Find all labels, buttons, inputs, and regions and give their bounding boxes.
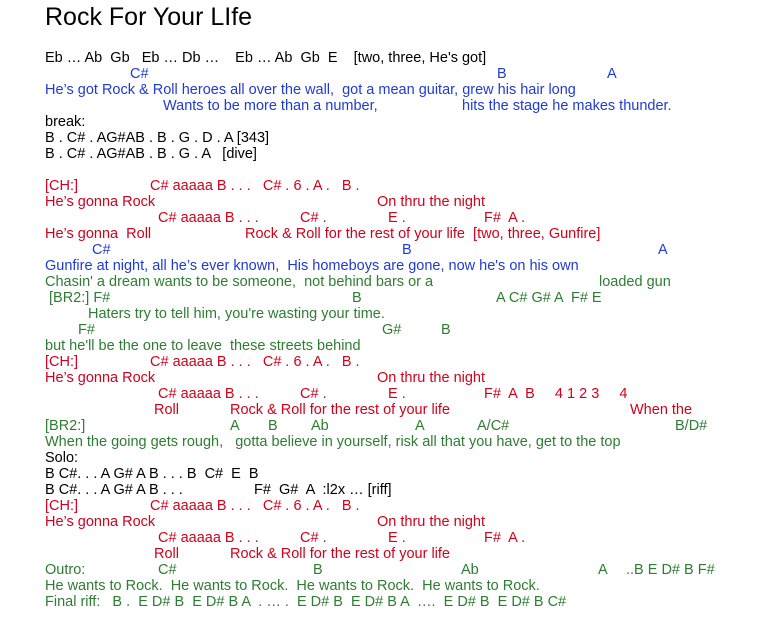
chord: B [268, 418, 278, 434]
chord: A [230, 418, 240, 434]
chorus2-lyric-line [0, 402, 784, 418]
lyric: Wants to be more than a number, [163, 98, 378, 114]
solo-riff-line [0, 482, 784, 498]
lyric: He wants to Rock. He wants to Rock. He wants to Rock. He wants to Rock. [45, 578, 540, 594]
intro-chords: Eb … Ab Gb Eb … Db … Eb … Ab Gb E [two, three, He's got] [45, 50, 487, 66]
outro-lyric-line [0, 578, 784, 594]
chord: B [402, 242, 412, 258]
lyric: Rock & Roll for the rest of your life [230, 546, 450, 562]
chord: C# aaaaa B . . . C# . 6 . A . B . [150, 354, 360, 370]
chorus2-chord-line [0, 386, 784, 402]
chord: F# [78, 322, 95, 338]
verse2-lyric-line [0, 274, 784, 290]
lyric: loaded gun [599, 274, 671, 290]
chorus1-lyric-line [0, 194, 784, 210]
solo-riff-line [0, 466, 784, 482]
chord: B [352, 290, 362, 306]
lyric: On thru the night [377, 514, 486, 530]
chord: A/C# [477, 418, 510, 434]
bridge1-chord-line [0, 290, 784, 306]
chord: C# . [300, 386, 327, 402]
chord: B [313, 562, 323, 578]
lyric: Roll [154, 402, 179, 418]
chorus3-chord-line [0, 530, 784, 546]
lyric: He’s gonna Rock [45, 370, 156, 386]
bridge1-lyric-line [0, 306, 784, 322]
chord: C# [158, 562, 177, 578]
chord: E . [388, 530, 406, 546]
chord: ..B E D# B F# [626, 562, 715, 578]
chord: E . [388, 210, 406, 226]
lyric: On thru the night [377, 370, 486, 386]
lyric: He’s got Rock & Roll heroes all over the wall, got a mean guitar, grew his hair long [45, 82, 576, 98]
section-label: Outro: [45, 562, 86, 578]
verse2-lyric-line [0, 258, 784, 274]
riff: B C#. . . A G# A B . . . [45, 482, 183, 498]
section-label: [CH:] [45, 354, 79, 370]
section-label: [BR2:] [45, 418, 86, 434]
chord: C# aaaaa B . . . C# . 6 . A . B . [150, 178, 360, 194]
lyric: Rock & Roll for the rest of your life [two, three, Gunfire] [245, 226, 601, 242]
break-label-line [0, 114, 784, 130]
intro-chord-line [0, 50, 784, 66]
verse1-lyric-line [0, 82, 784, 98]
section-label: [CH:] [45, 178, 79, 194]
lyric: He’s gonna Rock [45, 514, 156, 530]
section-label: break: [45, 114, 86, 130]
chord: F# A . [484, 530, 526, 546]
chorus3-lyric-line [0, 514, 784, 530]
bridge1-chord-line [0, 322, 784, 338]
lyric: On thru the night [377, 194, 486, 210]
chord: A [415, 418, 425, 434]
verse2-chord-line [0, 242, 784, 258]
lyric: When the going gets rough, gotta believe in yourself, risk all that you have, get to the top [45, 434, 621, 450]
chord: A [607, 66, 617, 82]
lyric: Haters try to tell him, you're wasting your time. [88, 306, 385, 322]
section-label: [BR2:] F# [49, 290, 111, 306]
chord: C# aaaaa B . . . [158, 210, 259, 226]
lyric: He’s gonna Rock [45, 194, 156, 210]
chord: C# . [300, 530, 327, 546]
chord: C# [130, 66, 149, 82]
riff: B . C# . AG#AB . B . G . D . A [343] [45, 130, 270, 146]
lyric: He’s gonna Roll [45, 226, 152, 242]
chord: G# [382, 322, 402, 338]
chord: B/D# [675, 418, 708, 434]
outro-chord-line [0, 562, 784, 578]
bridge1-lyric-line [0, 338, 784, 354]
lyric: Chasin' a dream wants to be someone, not behind bars or a [45, 274, 434, 290]
section-label: [CH:] [45, 498, 79, 514]
song-title: Rock For Your LIfe [45, 3, 253, 31]
lyric: Gunfire at night, all he’s ever known, His homeboys are gone, now he's on his own [45, 258, 579, 274]
lyric: Rock & Roll for the rest of your life [230, 402, 450, 418]
chord: E . [388, 386, 406, 402]
chord: A C# G# A F# E [496, 290, 602, 306]
chord: Ab [311, 418, 329, 434]
riff: F# G# A :l2x … [riff] [254, 482, 392, 498]
riff: B C#. . . A G# A B . . . B C# E B [45, 466, 259, 482]
section-label: Solo: [45, 450, 79, 466]
chord: F# A . [484, 210, 526, 226]
break-riff-line [0, 130, 784, 146]
chorus3-chord-line [0, 498, 784, 514]
riff: B . C# . AG#AB . B . G . A [dive] [45, 146, 257, 162]
chorus1-chord-line [0, 178, 784, 194]
lyric: hits the stage he makes thunder. [462, 98, 672, 114]
chord: C# [92, 242, 111, 258]
lyric: Roll [154, 546, 179, 562]
chord: C# . [300, 210, 327, 226]
final-riff-line [0, 594, 784, 610]
chord: Ab [461, 562, 479, 578]
chord: C# aaaaa B . . . [158, 386, 259, 402]
chorus1-chord-line [0, 210, 784, 226]
chord: B [441, 322, 451, 338]
chord: F# A B 4 1 2 3 4 [484, 386, 628, 402]
bridge2-chord-line [0, 418, 784, 434]
chord: B [497, 66, 507, 82]
solo-label-line [0, 450, 784, 466]
chorus1-lyric-line [0, 226, 784, 242]
lyric: When the [630, 402, 693, 418]
verse1-chord-line [0, 66, 784, 82]
lyric: but he'll be the one to leave these streets behind [45, 338, 361, 354]
chord: C# aaaaa B . . . C# . 6 . A . B . [150, 498, 360, 514]
chord: A [598, 562, 608, 578]
break-riff-line [0, 146, 784, 162]
chord: C# aaaaa B . . . [158, 530, 259, 546]
riff: Final riff: B . E D# B E D# B A . … . E D# B E D# B A …. E D# B E D# B C# [45, 594, 567, 610]
chorus2-lyric-line [0, 370, 784, 386]
chorus3-lyric-line [0, 546, 784, 562]
bridge2-lyric-line [0, 434, 784, 450]
verse1-lyric-line [0, 98, 784, 114]
chorus2-chord-line [0, 354, 784, 370]
chord: A [658, 242, 668, 258]
